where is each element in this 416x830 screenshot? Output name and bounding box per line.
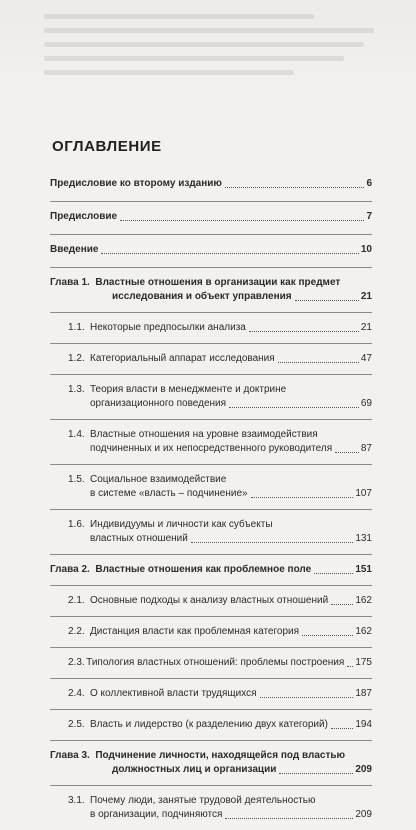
front-entry-page: 7 <box>366 211 372 222</box>
chapter-leader <box>314 573 353 574</box>
section-row <box>68 794 372 808</box>
section-page: 209 <box>355 809 372 820</box>
chapter-title: Властные отношения как проблемное поле <box>95 564 312 575</box>
toc-divider <box>50 201 372 202</box>
section-row <box>90 397 372 411</box>
section-page: 107 <box>355 488 372 499</box>
toc-section-entry <box>68 625 372 639</box>
section-leader <box>191 542 353 543</box>
chapter-first-line <box>50 563 372 577</box>
chapter-row <box>95 563 372 577</box>
toc-divider <box>50 616 372 617</box>
section-line <box>68 687 372 701</box>
section-line <box>68 397 372 411</box>
section-line <box>68 428 372 442</box>
chapter-title-continuation <box>50 763 372 777</box>
section-page: 21 <box>360 322 372 333</box>
toc-section-entry <box>68 794 372 822</box>
toc-section-entry <box>68 594 372 608</box>
section-title: в системе «власть – подчинение» <box>90 488 248 499</box>
toc-list <box>50 177 372 822</box>
front-entry-page: 6 <box>366 178 372 189</box>
toc-front-entry <box>50 243 372 257</box>
section-number: 1.3. <box>68 384 85 395</box>
front-entry-leader <box>120 220 364 221</box>
toc-front-entry <box>50 177 372 191</box>
section-line <box>68 532 372 546</box>
section-line <box>68 794 372 808</box>
chapter-leader <box>279 773 353 774</box>
section-row <box>68 352 372 366</box>
section-number: 2.3. <box>68 657 85 668</box>
chapter-row <box>112 290 372 304</box>
toc-chapter-entry <box>50 276 372 304</box>
section-leader <box>225 818 353 819</box>
section-title: Властные отношения на уровне взаимодействия <box>90 429 318 440</box>
section-page: 87 <box>360 443 372 454</box>
section-title: Социальное взаимодействие <box>90 474 227 485</box>
section-row <box>68 718 372 732</box>
chapter-label: Глава 2. <box>50 564 96 575</box>
section-page: 162 <box>355 595 372 606</box>
section-page: 175 <box>355 657 372 668</box>
toc-section-entry <box>68 518 372 546</box>
section-line <box>68 625 372 639</box>
section-row <box>68 594 372 608</box>
section-row <box>90 487 372 501</box>
section-row <box>68 625 372 639</box>
section-title: Некоторые предпосылки анализа <box>90 322 246 333</box>
chapter-page: 21 <box>360 291 372 302</box>
section-line <box>68 442 372 456</box>
chapter-leader <box>295 300 359 301</box>
section-page: 69 <box>360 398 372 409</box>
section-title: О коллективной власти трудящихся <box>90 688 257 699</box>
toc-divider <box>50 785 372 786</box>
section-line <box>68 321 372 335</box>
toc-divider <box>50 554 372 555</box>
toc-section-entry <box>68 352 372 366</box>
toc-chapter-entry <box>50 563 372 577</box>
section-leader <box>260 697 354 698</box>
toc-chapter-entry <box>50 749 372 777</box>
toc-divider <box>50 678 372 679</box>
toc-divider <box>50 419 372 420</box>
toc-divider <box>50 374 372 375</box>
section-row <box>68 383 372 397</box>
section-title: Индивидуумы и личности как субъекты <box>90 519 273 530</box>
chapter-first-line <box>50 749 372 763</box>
chapter-title-continuation <box>50 290 372 304</box>
section-leader <box>251 497 354 498</box>
section-title: Теория власти в менеджменте и доктрине <box>90 384 287 395</box>
section-row <box>68 687 372 701</box>
toc-section-entry <box>68 656 372 670</box>
front-entry-row <box>50 243 372 257</box>
section-row <box>68 321 372 335</box>
section-number: 3.1. <box>68 795 85 806</box>
section-line <box>68 383 372 397</box>
section-title: в организации, подчиняются <box>90 809 223 820</box>
section-number: 1.2. <box>68 353 85 364</box>
section-row <box>68 473 372 487</box>
section-row <box>90 808 372 822</box>
section-number: 1.4. <box>68 429 85 440</box>
chapter-page: 209 <box>355 764 372 775</box>
toc-divider <box>50 464 372 465</box>
toc-section-entry <box>68 473 372 501</box>
section-number: 2.5. <box>68 719 85 730</box>
section-page: 131 <box>355 533 372 544</box>
chapter-title: должностных лиц и организации <box>112 764 277 775</box>
chapter-page: 151 <box>355 564 372 575</box>
chapter-row <box>112 763 372 777</box>
toc-front-entry <box>50 210 372 224</box>
section-line <box>68 473 372 487</box>
section-number: 2.1. <box>68 595 85 606</box>
toc-divider <box>50 509 372 510</box>
front-entry-leader <box>225 187 364 188</box>
section-title: подчиненных и их непосредственного руководителя <box>90 443 333 454</box>
section-page: 194 <box>355 719 372 730</box>
toc-section-entry <box>68 718 372 732</box>
front-entry-page: 10 <box>360 244 372 255</box>
section-title: Почему люди, занятые трудовой деятельностью <box>90 795 316 806</box>
section-leader <box>249 331 359 332</box>
section-title: Типология властных отношений: проблемы построения <box>86 657 345 668</box>
section-row <box>68 428 372 442</box>
front-entry-title: Предисловие ко второму изданию <box>50 178 222 189</box>
section-title: Дистанция власти как проблемная категория <box>90 626 300 637</box>
section-leader <box>347 666 353 667</box>
chapter-title: исследования и объект управления <box>112 291 292 302</box>
front-entry-title: Введение <box>50 244 99 255</box>
section-title: Основные подходы к анализу властных отношений <box>90 595 329 606</box>
section-row <box>90 532 372 546</box>
toc-section-entry <box>68 321 372 335</box>
toc-divider <box>50 647 372 648</box>
section-number: 1.5. <box>68 474 85 485</box>
section-leader <box>331 728 353 729</box>
front-entry-leader <box>101 253 358 254</box>
section-line <box>68 594 372 608</box>
section-line <box>68 656 372 670</box>
section-page: 47 <box>360 353 372 364</box>
section-line <box>68 718 372 732</box>
front-entry-row <box>50 210 372 224</box>
section-line <box>68 808 372 822</box>
section-row <box>68 656 372 670</box>
section-leader <box>278 362 359 363</box>
section-row <box>68 518 372 532</box>
section-line <box>68 518 372 532</box>
previous-page-bleed-through <box>0 0 416 80</box>
section-number: 1.6. <box>68 519 85 530</box>
section-number: 1.1. <box>68 322 85 333</box>
toc-divider <box>50 267 372 268</box>
toc-divider <box>50 740 372 741</box>
section-page: 162 <box>355 626 372 637</box>
front-entry-title: Предисловие <box>50 211 118 222</box>
toc-heading: ОГЛАВЛЕНИЕ <box>52 138 162 155</box>
toc-section-entry <box>68 428 372 456</box>
section-line <box>68 352 372 366</box>
chapter-label: Глава 1. <box>50 277 96 288</box>
section-number: 2.4. <box>68 688 85 699</box>
section-row <box>90 442 372 456</box>
section-leader <box>331 604 353 605</box>
chapter-label: Глава 3. <box>50 750 96 761</box>
toc-section-entry <box>68 383 372 411</box>
toc-section-entry <box>68 687 372 701</box>
toc-divider <box>50 585 372 586</box>
section-leader <box>302 635 353 636</box>
chapter-title-line: Подчинение личности, находящейся под властью <box>95 750 346 761</box>
section-number: 2.2. <box>68 626 85 637</box>
toc-divider <box>50 312 372 313</box>
toc-divider <box>50 234 372 235</box>
chapter-first-line <box>50 276 372 290</box>
section-title: Власть и лидерство (к разделению двух категорий) <box>90 719 328 730</box>
section-leader <box>335 452 359 453</box>
section-title: Категориальный аппарат исследования <box>90 353 275 364</box>
section-title: организационного поведения <box>90 398 227 409</box>
chapter-title-line: Властные отношения в организации как предмет <box>95 277 341 288</box>
table-of-contents <box>50 138 372 830</box>
toc-divider <box>50 709 372 710</box>
section-page: 187 <box>355 688 372 699</box>
section-leader <box>229 407 359 408</box>
section-title: властных отношений <box>90 533 188 544</box>
section-line <box>68 487 372 501</box>
toc-divider <box>50 343 372 344</box>
front-entry-row <box>50 177 372 191</box>
